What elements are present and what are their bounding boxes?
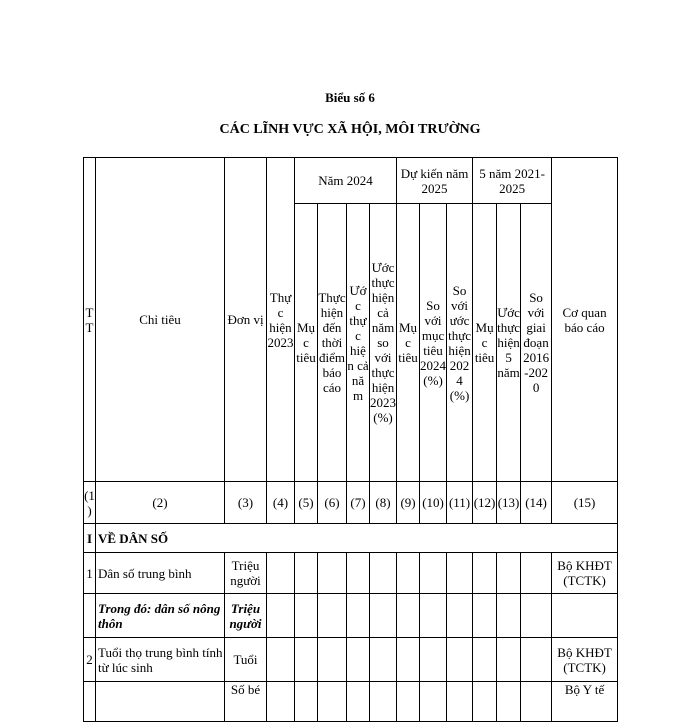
header-so-voi-muc-tieu-2024: So với mục tiêu 2024 (%) (420, 204, 447, 482)
row-tt (84, 682, 96, 722)
header-muc-tieu-2024: Mục tiêu (295, 204, 318, 482)
column-number: (14) (521, 482, 552, 524)
column-number: (10) (420, 482, 447, 524)
header-tt: TT (84, 158, 96, 482)
column-number: (2) (96, 482, 225, 524)
row-co-quan: Bộ Y tế (552, 682, 618, 722)
column-number: (13) (497, 482, 521, 524)
header-so-voi-2016-2020: So với giai đoạn 2016-2020 (521, 204, 552, 482)
section-title: VỀ DÂN SỐ (96, 524, 618, 553)
column-number: (11) (447, 482, 473, 524)
header-so-voi-uoc-2024: So với ước thực hiện 2024 (%) (447, 204, 473, 482)
table-row (84, 594, 618, 638)
column-number: (1) (84, 482, 96, 524)
header-co-quan: Cơ quan báo cáo (552, 158, 618, 482)
table-row (84, 638, 618, 682)
column-number: (6) (318, 482, 347, 524)
row-tt: 1 (84, 553, 96, 594)
column-number: (9) (397, 482, 420, 524)
row-don-vi: Triệu người (225, 553, 267, 594)
header-muc-tieu-gd: Mục tiêu (473, 204, 497, 482)
header-muc-tieu-2025: Mục tiêu (397, 204, 420, 482)
table-row (84, 553, 618, 594)
row-chi-tieu: Tuổi thọ trung bình tính từ lúc sinh (96, 638, 225, 682)
row-co-quan: Bộ KHĐT (TCTK) (552, 553, 618, 594)
header-giai-doan: 5 năm 2021-2025 (473, 158, 552, 204)
header-chi-tieu: Chỉ tiêu (96, 158, 225, 482)
row-don-vi: Triệu người (225, 594, 267, 638)
row-co-quan (552, 594, 618, 638)
row-chi-tieu: Trong đó: dân số nông thôn (96, 594, 225, 638)
row-co-quan: Bộ KHĐT (TCTK) (552, 638, 618, 682)
header-don-vi: Đơn vị (225, 158, 267, 482)
section-row (84, 524, 618, 553)
header-thuc-hien-2023: Thực hiện 2023 (267, 158, 295, 482)
row-tt: 2 (84, 638, 96, 682)
header-uoc-th-ca-nam: Ước thực hiện cả năm (347, 204, 370, 482)
header-th-den-thoi-diem: Thực hiện đến thời điểm báo cáo (318, 204, 347, 482)
column-number: (4) (267, 482, 295, 524)
row-tt (84, 594, 96, 638)
document-title: CÁC LĨNH VỰC XÃ HỘI, MÔI TRƯỜNG (219, 122, 481, 137)
header-nam-2024: Năm 2024 (295, 158, 397, 204)
column-number-row (84, 482, 618, 524)
indicator-table (83, 157, 618, 722)
header-uoc-th-5-nam: Ước thực hiện 5 năm (497, 204, 521, 482)
row-don-vi: Tuổi (225, 638, 267, 682)
column-number: (7) (347, 482, 370, 524)
header-du-kien-2025: Dự kiến năm 2025 (397, 158, 473, 204)
column-number: (5) (295, 482, 318, 524)
column-number: (8) (370, 482, 397, 524)
column-number: (15) (552, 482, 618, 524)
table-row (84, 682, 618, 722)
row-chi-tieu (96, 682, 225, 722)
document-label: Biểu số 6 (325, 90, 375, 105)
column-number: (12) (473, 482, 497, 524)
column-number: (3) (225, 482, 267, 524)
section-number: I (84, 524, 96, 553)
header-uoc-so-voi-2023: Ước thực hiện cả năm so với thực hiện 2023 (%) (370, 204, 397, 482)
row-chi-tieu: Dân số trung bình (96, 553, 225, 594)
row-don-vi: Số bé (225, 682, 267, 722)
